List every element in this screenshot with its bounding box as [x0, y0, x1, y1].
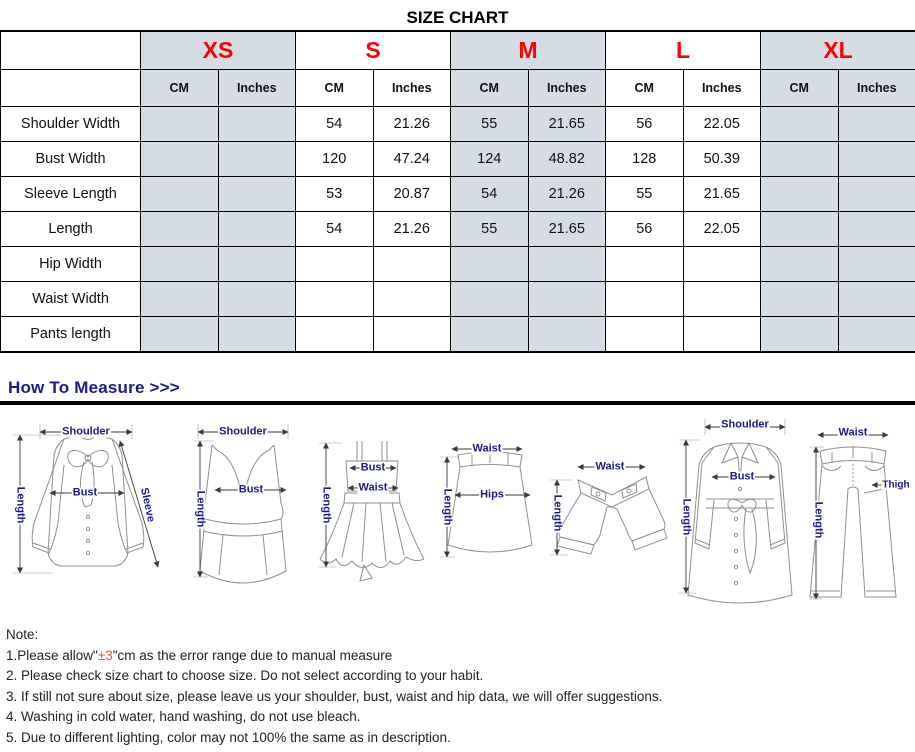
row-label: Sleeve Length	[1, 177, 141, 212]
value-cell	[838, 247, 915, 282]
table-row	[1, 212, 915, 247]
value-cell	[141, 317, 219, 353]
value-cell	[838, 107, 915, 142]
skirt-diagram	[440, 449, 532, 557]
value-cell	[218, 317, 296, 353]
measure-label-shorts-length: Length	[551, 494, 564, 532]
table-row	[1, 282, 915, 317]
note-1-post: "cm as the error range due to manual measure	[112, 647, 393, 663]
value-cell: 120	[296, 142, 374, 177]
value-cell: 55	[451, 212, 529, 247]
corner-cell-bottom	[1, 70, 141, 107]
value-cell: 56	[606, 212, 684, 247]
table-row	[1, 317, 915, 353]
measure-label-dress-bust: Bust	[360, 461, 386, 474]
unit-header-xl-inches: Inches	[838, 70, 915, 107]
value-cell: 21.26	[373, 212, 451, 247]
value-cell	[838, 177, 915, 212]
value-cell: 21.65	[683, 177, 761, 212]
measurement-diagrams	[0, 405, 915, 620]
note-1-pre: 1.Please allow"	[6, 647, 98, 663]
size-header-xs: XS	[141, 31, 296, 70]
unit-header-xl-cm: CM	[761, 70, 839, 107]
note-line-2: 2. Please check size chart to choose size. Do not select according to your habit.	[6, 668, 484, 684]
row-label: Shoulder Width	[1, 107, 141, 142]
value-cell	[761, 212, 839, 247]
value-cell	[373, 282, 451, 317]
value-cell	[761, 142, 839, 177]
value-cell	[296, 282, 374, 317]
note-line-1	[6, 646, 915, 667]
size-header-xl: XL	[761, 31, 915, 70]
value-cell: 55	[451, 107, 529, 142]
measure-label-blouse-bust: Bust	[72, 486, 98, 499]
coat-diagram	[679, 419, 792, 603]
value-cell	[451, 282, 529, 317]
value-cell: 21.65	[528, 107, 606, 142]
notes-section	[0, 620, 915, 749]
value-cell	[218, 247, 296, 282]
value-cell	[373, 247, 451, 282]
unit-header-xs-cm: CM	[141, 70, 219, 107]
unit-header-m-cm: CM	[451, 70, 529, 107]
value-cell: 22.05	[683, 212, 761, 247]
notes-heading: Note:	[6, 627, 39, 642]
vest-diagram	[193, 424, 288, 583]
measure-label-vest-shoulder: Shoulder	[219, 425, 267, 438]
value-cell	[761, 282, 839, 317]
shorts-diagram	[550, 467, 667, 555]
row-label: Bust Width	[1, 142, 141, 177]
unit-header-xs-inches: Inches	[218, 70, 296, 107]
measure-label-blouse-sleeve: Sleeve	[137, 486, 157, 524]
value-cell: 124	[451, 142, 529, 177]
value-cell: 55	[606, 177, 684, 212]
table-row	[1, 107, 915, 142]
value-cell	[838, 317, 915, 353]
value-cell: 50.39	[683, 142, 761, 177]
value-cell: 47.24	[373, 142, 451, 177]
row-label: Pants length	[1, 317, 141, 353]
measure-label-shorts-waist: Waist	[595, 460, 625, 473]
value-cell	[683, 282, 761, 317]
value-cell: 54	[296, 212, 374, 247]
value-cell: 21.26	[373, 107, 451, 142]
value-cell: 48.82	[528, 142, 606, 177]
value-cell	[218, 177, 296, 212]
value-cell: 22.05	[683, 107, 761, 142]
value-cell	[528, 247, 606, 282]
measure-label-skirt-waist: Waist	[472, 442, 502, 455]
measure-label-pants-length: Length	[812, 501, 825, 539]
size-chart-table	[0, 30, 915, 353]
measure-label-skirt-hips: Hips	[480, 488, 504, 501]
how-to-measure-heading: How To Measure >>>	[8, 378, 180, 397]
value-cell	[606, 247, 684, 282]
value-cell	[141, 247, 219, 282]
value-cell	[606, 282, 684, 317]
page-title: SIZE CHART	[406, 8, 509, 27]
value-cell	[761, 177, 839, 212]
measure-label-dress-length: Length	[320, 486, 333, 524]
measure-label-pants-waist: Waist	[838, 426, 868, 439]
value-cell	[451, 247, 529, 282]
value-cell: 54	[296, 107, 374, 142]
note-line-4: 4. Washing in cold water, hand washing, do not use bleach.	[6, 709, 361, 725]
note-line-5: 5. Due to different lighting, color may not 100% the same as in description.	[6, 729, 451, 745]
value-cell	[218, 107, 296, 142]
size-header-l: L	[606, 31, 761, 70]
garment-line-art	[0, 405, 915, 620]
measure-label-coat-length: Length	[680, 498, 693, 536]
measure-label-dress-waist: Waist	[358, 481, 388, 494]
value-cell	[838, 282, 915, 317]
table-row	[1, 247, 915, 282]
table-row	[1, 177, 915, 212]
value-cell	[141, 177, 219, 212]
measure-label-coat-shoulder: Shoulder	[721, 418, 769, 431]
row-label: Waist Width	[1, 282, 141, 317]
value-cell	[683, 247, 761, 282]
unit-header-s-cm: CM	[296, 70, 374, 107]
value-cell	[606, 317, 684, 353]
row-label: Length	[1, 212, 141, 247]
value-cell	[451, 317, 529, 353]
note-line-3: 3. If still not sure about size, please leave us your shoulder, bust, waist and hip data, we will offer suggestions.	[6, 688, 663, 704]
measure-label-pants-thigh: Thigh	[882, 479, 910, 491]
unit-header-l-cm: CM	[606, 70, 684, 107]
value-cell	[296, 317, 374, 353]
value-cell: 56	[606, 107, 684, 142]
size-header-s: S	[296, 31, 451, 70]
value-cell	[761, 317, 839, 353]
measure-label-blouse-length: Length	[14, 486, 27, 524]
measure-label-coat-bust: Bust	[729, 470, 755, 483]
value-cell	[296, 247, 374, 282]
value-cell	[761, 247, 839, 282]
measure-label-skirt-length: Length	[441, 488, 454, 526]
blouse-diagram	[13, 424, 158, 573]
measure-label-vest-length: Length	[194, 490, 207, 528]
value-cell	[838, 212, 915, 247]
unit-header-l-inches: Inches	[683, 70, 761, 107]
value-cell	[141, 282, 219, 317]
table-row	[1, 142, 915, 177]
value-cell	[218, 212, 296, 247]
measure-label-vest-bust: Bust	[238, 483, 264, 496]
value-cell	[528, 317, 606, 353]
value-cell: 54	[451, 177, 529, 212]
value-cell	[141, 107, 219, 142]
measure-label-blouse-shoulder: Shoulder	[62, 425, 110, 438]
unit-header-s-inches: Inches	[373, 70, 451, 107]
value-cell: 21.26	[528, 177, 606, 212]
value-cell	[838, 142, 915, 177]
value-cell: 21.65	[528, 212, 606, 247]
note-1-tolerance: ±3	[97, 647, 113, 663]
unit-header-m-inches: Inches	[528, 70, 606, 107]
value-cell	[141, 212, 219, 247]
value-cell: 20.87	[373, 177, 451, 212]
value-cell	[683, 317, 761, 353]
corner-cell-top	[1, 31, 141, 70]
value-cell: 53	[296, 177, 374, 212]
size-header-m: M	[451, 31, 606, 70]
value-cell	[761, 107, 839, 142]
value-cell	[218, 282, 296, 317]
value-cell	[218, 142, 296, 177]
value-cell	[373, 317, 451, 353]
value-cell	[528, 282, 606, 317]
row-label: Hip Width	[1, 247, 141, 282]
value-cell	[141, 142, 219, 177]
value-cell: 128	[606, 142, 684, 177]
